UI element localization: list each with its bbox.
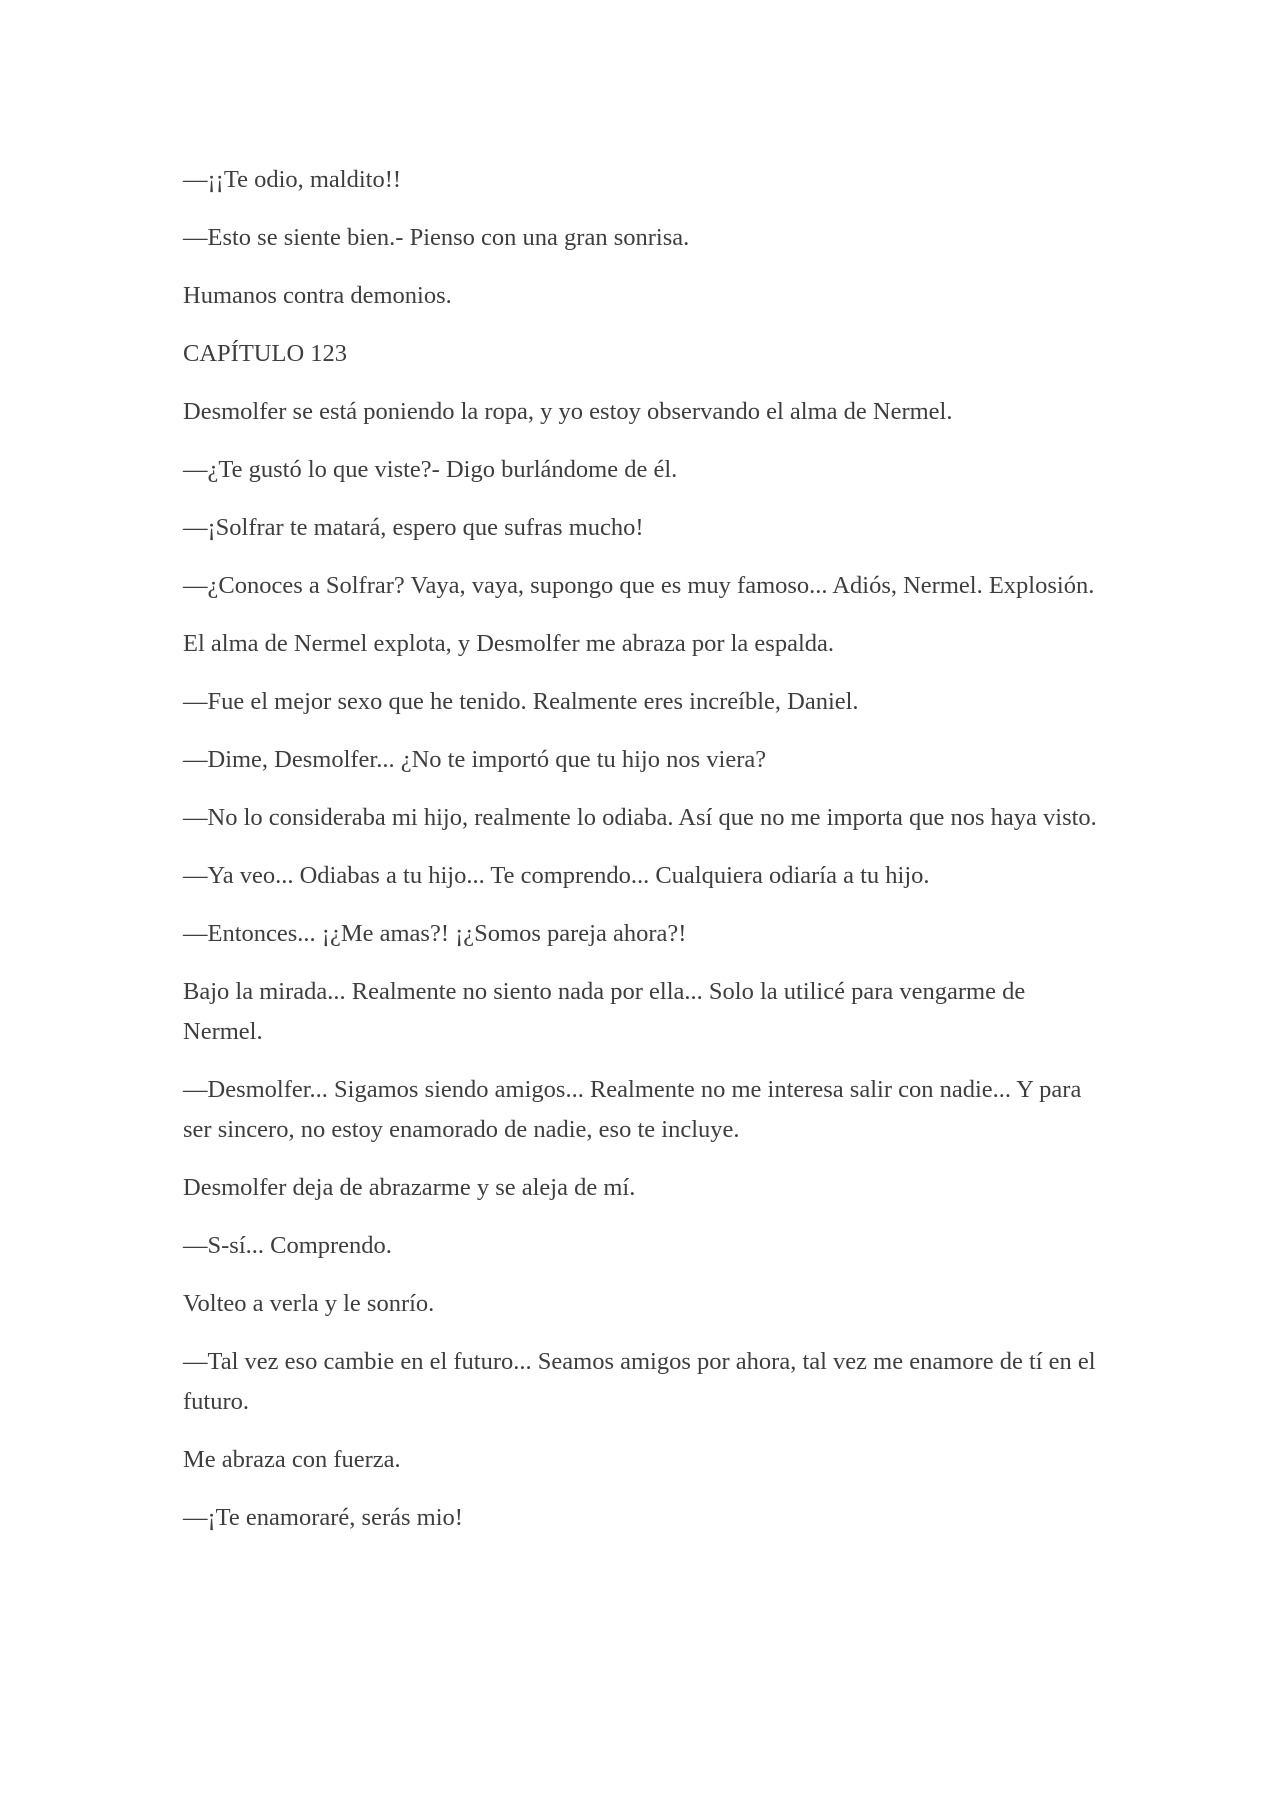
paragraph: Volteo a verla y le sonrío. [183,1290,435,1317]
paragraph: —¡Solfrar te matará, espero que sufras mucho! [183,514,644,541]
paragraph: —Fue el mejor sexo que he tenido. Realmente eres increíble, Daniel. [183,688,859,715]
paragraph: —No lo consideraba mi hijo, realmente lo odiaba. Así que no me importa que nos haya visto. [183,804,1097,831]
paragraph: —Esto se siente bien.- Pienso con una gran sonrisa. [183,224,690,251]
paragraph: —¿Te gustó lo que viste?- Digo burlándome de él. [183,456,678,483]
paragraph: —Tal vez eso cambie en el futuro... Seamos amigos por ahora, tal vez me enamore de tí en el futuro. [183,1348,1096,1415]
paragraph: Humanos contra demonios. [183,282,452,309]
paragraph: Desmolfer se está poniendo la ropa, y yo estoy observando el alma de Nermel. [183,398,953,425]
document-body [183,160,1103,1556]
paragraph: —Desmolfer... Sigamos siendo amigos... Realmente no me interesa salir con nadie... Y para ser sincero, no estoy enamorado de nadie, eso te incluye. [183,1076,1082,1143]
paragraph: —¡¡Te odio, maldito!! [183,166,402,193]
paragraph: Desmolfer deja de abrazarme y se aleja de mí. [183,1174,636,1201]
paragraph: Me abraza con fuerza. [183,1446,401,1473]
paragraph: —¡Te enamoraré, serás mio! [183,1504,463,1531]
paragraph: —S-sí... Comprendo. [183,1232,392,1259]
paragraph: —Dime, Desmolfer... ¿No te importó que tu hijo nos viera? [183,746,767,773]
chapter-heading: CAPÍTULO 123 [183,340,348,367]
paragraph: —¿Conoces a Solfrar? Vaya, vaya, supongo que es muy famoso... Adiós, Nermel. Explosión. [183,572,1095,599]
paragraph: El alma de Nermel explota, y Desmolfer me abraza por la espalda. [183,630,835,657]
paragraph: —Entonces... ¡¿Me amas?! ¡¿Somos pareja ahora?! [183,920,687,947]
paragraph: Bajo la mirada... Realmente no siento nada por ella... Solo la utilicé para vengarme de Nermel. [183,978,1026,1045]
paragraph: —Ya veo... Odiabas a tu hijo... Te comprendo... Cualquiera odiaría a tu hijo. [183,862,930,889]
